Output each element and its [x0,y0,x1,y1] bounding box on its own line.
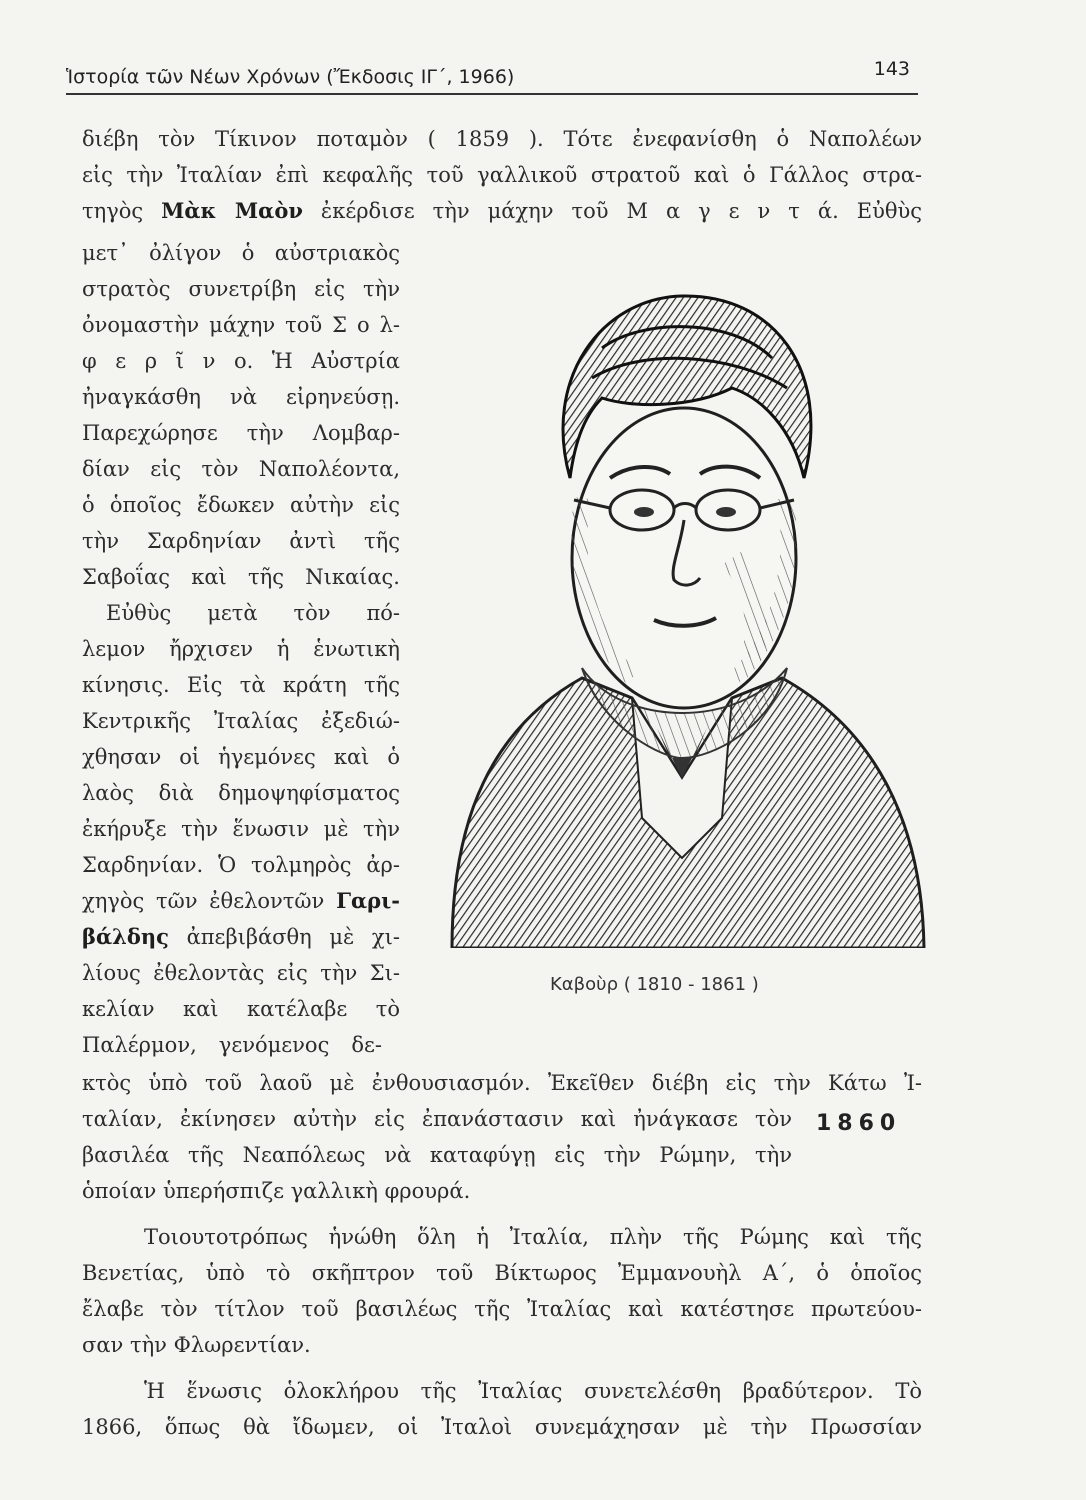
body-line [82,886,400,916]
body-line: φ ε ρ ῖ ν ο. Ἡ Αὐστρία [82,349,400,373]
text-run: ἐκέρδισε τὴν μάχην τοῦ Μ α γ ε ν τ ά. Εὐθὺς [320,199,922,223]
body-line [82,922,400,952]
portrait-engraving [432,258,930,948]
body-line: διέβη τὸν Τίκινον ποταμὸν ( 1859 ). Τότε ἐνεφανίσθη ὁ Ναπολέων [82,127,922,151]
body-line: σαν τὴν Φλωρεντίαν. [82,1333,311,1357]
body-line: 1866, ὅπως θὰ ἴδωμεν, οἱ Ἰταλοὶ συνεμάχησαν μὲ τὴν Πρωσσίαν [82,1415,922,1439]
body-line: κίνησις. Εἰς τὰ κράτη τῆς [82,673,400,697]
body-line: βασιλέα τῆς Νεαπόλεως νὰ καταφύγῃ εἰς τὴν Ρώμην, τὴν [82,1143,792,1167]
body-line: Βενετίας, ὑπὸ τὸ σκῆπτρον τοῦ Βίκτωρος Ἐμμανουὴλ Α΄, ὁ ὁποῖος [82,1261,922,1285]
body-line: Σαβοΐας καὶ τῆς Νικαίας. [82,565,400,589]
body-line: μετ᾽ ὀλίγον ὁ αὐστριακὸς [82,241,400,265]
header-title: Ἱστορία τῶν Νέων Χρόνων (Ἔκδοσις ΙΓ΄, 1966) [66,66,515,88]
body-line: ἐκήρυξε τὴν ἕνωσιν μὲ τὴν [82,817,400,841]
text-run: ἀπεβιβάσθη μὲ χι- [186,925,400,949]
body-line: ὀνομαστὴν μάχην τοῦ Σ ο λ- [82,313,400,337]
figure-caption: Καβοὺρ ( 1810 - 1861 ) [550,974,759,995]
body-line: Ἡ ἕνωσις ὁλοκλήρου τῆς Ἰταλίας συνετελέσθη βραδύτερον. Τὸ [144,1379,922,1403]
body-line: ἔλαβε τὸν τίτλον τοῦ βασιλέως τῆς Ἰταλίας καὶ κατέστησε πρωτεύου- [82,1297,922,1321]
page-number: 143 [873,58,910,80]
body-line: Κεντρικῆς Ἰταλίας ἐξεδιώ- [82,709,400,733]
body-line: εἰς τὴν Ἰταλίαν ἐπὶ κεφαλῆς τοῦ γαλλικοῦ στρατοῦ καὶ ὁ Γάλλος στρα- [82,163,922,187]
body-line: Τοιουτοτρόπως ἡνώθη ὅλη ἡ Ἰταλία, πλὴν τῆς Ρώμης καὶ τῆς [144,1225,922,1249]
body-line: κτὸς ὑπὸ τοῦ λαοῦ μὲ ἐνθουσιασμόν. Ἐκεῖθεν διέβη εἰς τὴν Κάτω Ἰ- [82,1071,922,1095]
body-line: ἠναγκάσθη νὰ εἰρηνεύσῃ. [82,385,400,409]
bold-name: Γαρι- [336,888,400,913]
body-line: χθησαν οἱ ἡγεμόνες καὶ ὁ [82,745,400,769]
body-line: ταλίαν, ἐκίνησεν αὐτὴν εἰς ἐπανάστασιν καὶ ἠνάγκασε τὸν [82,1107,792,1131]
body-line: κελίαν καὶ κατέλαβε τὸ [82,997,400,1021]
body-line: Παρεχώρησε τὴν Λομβαρ- [82,421,400,445]
portrait-drawing [432,258,930,948]
body-line: λαὸς διὰ δημοψηφίσματος [82,781,400,805]
body-line: λεμον ἤρχισεν ἡ ἑνωτικὴ [82,637,400,661]
body-line: δίαν εἰς τὸν Ναπολέοντα, [82,457,400,481]
body-line: ὁποίαν ὑπερήσπιζε γαλλικὴ φρουρά. [82,1179,471,1203]
body-line: Εὐθὺς μετὰ τὸν πό- [106,601,400,625]
bold-name: βάλδης [82,924,169,949]
body-line: λίους ἐθελοντὰς εἰς τὴν Σι- [82,961,400,985]
body-line: Παλέρμον, γενόμενος δε- [82,1033,382,1057]
body-line: Σαρδηνίαν. Ὁ τολμηρὸς ἀρ- [82,853,400,877]
body-line: στρατὸς συνετρίβη εἰς τὴν [82,277,400,301]
body-line: ὁ ὁποῖος ἔδωκεν αὐτὴν εἰς [82,493,400,517]
text-run: χηγὸς τῶν ἐθελοντῶν [82,889,325,913]
running-header [66,58,918,92]
header-rule [66,93,918,95]
text-run: τηγὸς [82,199,144,223]
body-line: τὴν Σαρδηνίαν ἀντὶ τῆς [82,529,400,553]
bold-name: Μὰκ Μαὸν [161,198,303,223]
body-line [82,196,922,226]
margin-year: 1860 [816,1111,902,1136]
